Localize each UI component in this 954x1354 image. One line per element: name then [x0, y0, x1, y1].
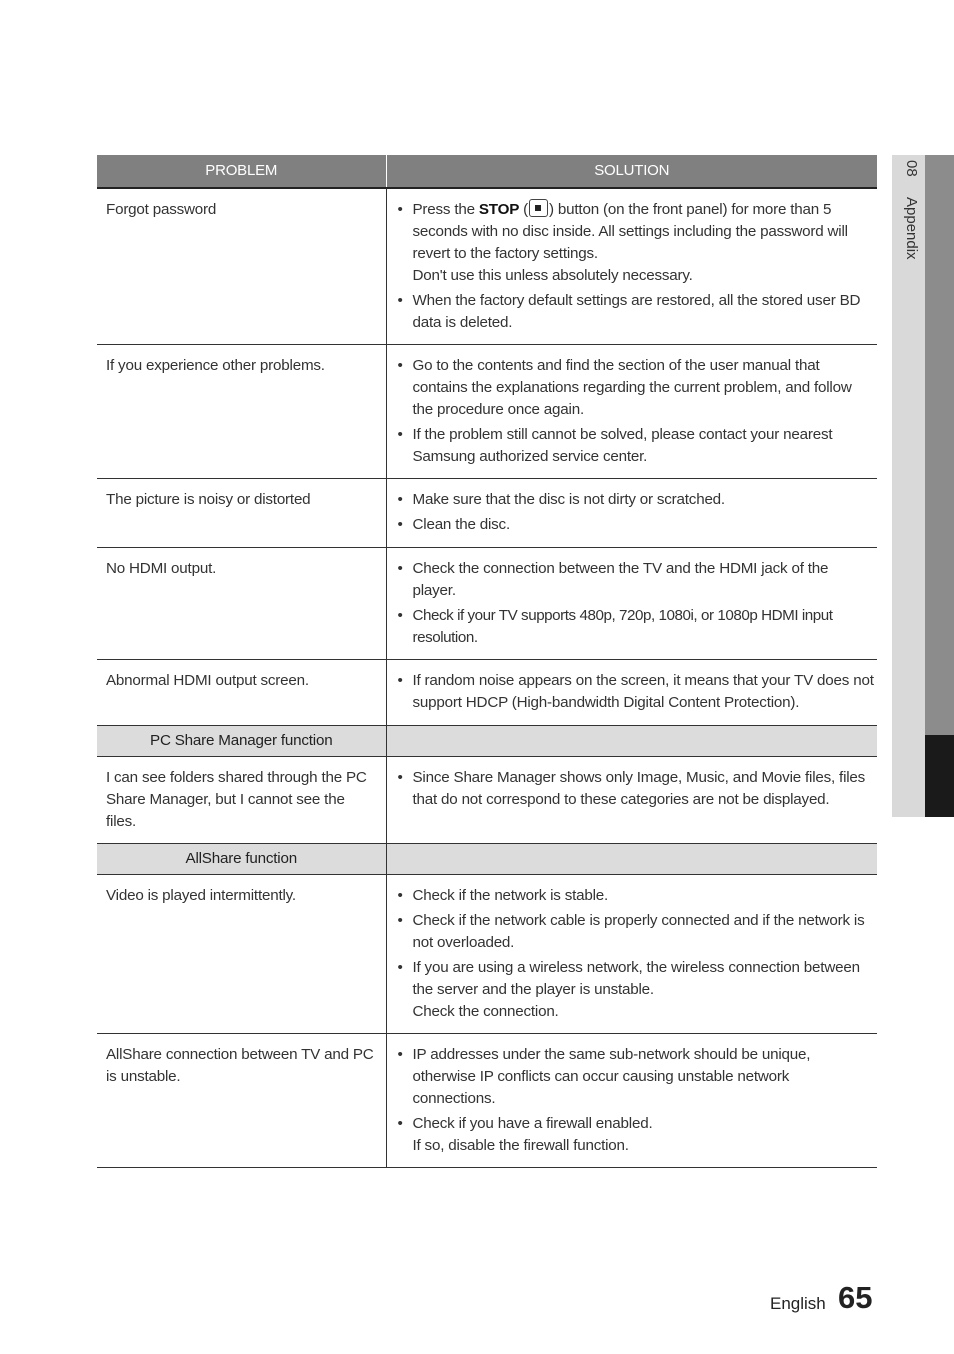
- problem-cell: Video is played intermittently.: [97, 875, 386, 1034]
- solution-cell: [386, 1034, 877, 1168]
- table-row: [97, 548, 877, 660]
- solution-cell: [386, 188, 877, 345]
- table-row: [97, 875, 877, 1034]
- table-row: [97, 188, 877, 345]
- page-number: 65: [838, 1280, 873, 1315]
- chapter-title: Appendix: [903, 196, 920, 260]
- solution-note: Don't use this unless absolutely necessary.: [412, 267, 693, 284]
- chapter-number: 08: [903, 160, 920, 177]
- solution-item: • When the factory default settings are restored, all the stored user BD data is deleted.: [396, 290, 876, 334]
- table-row: [97, 757, 877, 844]
- side-tab-gray-bar: [925, 155, 954, 735]
- solution-item: • Press the STOP ( ) button (on the front panel) for more than 5 seconds with no disc inside. All settings including the password will revert to the factory settings. Don't use this unless absolutely necessary.: [396, 199, 876, 287]
- table-row: [97, 1034, 877, 1168]
- problem-cell: The picture is noisy or distorted: [97, 479, 386, 548]
- solution-item: • Check if your TV supports 480p, 720p, 1080i, or 1080p HDMI input resolution.: [396, 605, 876, 649]
- header-solution: SOLUTION: [386, 155, 877, 188]
- solution-cell: [386, 345, 877, 479]
- table-row: [97, 345, 877, 479]
- solution-item: • If you are using a wireless network, the wireless connection between the server and the player is unstable. Check the connection.: [396, 957, 876, 1023]
- table-row: [97, 660, 877, 726]
- solution-item: • Check if you have a firewall enabled. If so, disable the firewall function.: [396, 1113, 876, 1157]
- problem-cell: If you experience other problems.: [97, 345, 386, 479]
- table-row: [97, 479, 877, 548]
- solution-cell: [386, 660, 877, 726]
- solution-item: • If random noise appears on the screen, it means that your TV does not support HDCP (High-bandwidth Digital Content Protection).: [396, 670, 876, 714]
- solution-item: • IP addresses under the same sub-network should be unique, otherwise IP conflicts can occur causing unstable network connections.: [396, 1044, 876, 1110]
- solution-item: • Check if the network is stable.: [396, 885, 876, 907]
- footer-language: English: [770, 1294, 826, 1313]
- problem-cell: Abnormal HDMI output screen.: [97, 660, 386, 726]
- problem-cell: AllShare connection between TV and PC is unstable.: [97, 1034, 386, 1168]
- solution-cell: [386, 757, 877, 844]
- problem-cell: Forgot password: [97, 188, 386, 345]
- solution-item: • Go to the contents and find the section of the user manual that contains the explanations regarding the current problem, and follow the procedure once again.: [396, 355, 876, 421]
- solution-item: • Check the connection between the TV and the HDMI jack of the player.: [396, 558, 876, 602]
- section-title: AllShare function: [97, 844, 386, 875]
- solution-cell: [386, 548, 877, 660]
- solution-item: • Clean the disc.: [396, 514, 876, 536]
- section-title: PC Share Manager function: [97, 726, 386, 757]
- problem-cell: No HDMI output.: [97, 548, 386, 660]
- solution-cell: [386, 875, 877, 1034]
- section-empty-cell: [386, 844, 877, 875]
- solution-item: • Since Share Manager shows only Image, Music, and Movie files, files that do not correspond to these categories are not be displayed.: [396, 767, 876, 811]
- solution-item: • Make sure that the disc is not dirty or scratched.: [396, 489, 876, 511]
- section-header-allshare: [97, 844, 877, 875]
- troubleshooting-table: [97, 155, 877, 1168]
- solution-item: • If the problem still cannot be solved, please contact your nearest Samsung authorized service center.: [396, 424, 876, 468]
- header-problem: PROBLEM: [97, 155, 386, 188]
- table-header-row: [97, 155, 877, 188]
- problem-cell: I can see folders shared through the PC Share Manager, but I cannot see the files.: [97, 757, 386, 844]
- stop-icon: [529, 199, 548, 217]
- section-header-pc-share-manager: [97, 726, 877, 757]
- stop-label: STOP: [478, 201, 520, 218]
- solution-note: If so, disable the firewall function.: [412, 1137, 629, 1154]
- solution-cell: [386, 479, 877, 548]
- side-tab-active-marker: [925, 735, 954, 817]
- section-empty-cell: [386, 726, 877, 757]
- solution-item: • Check if the network cable is properly connected and if the network is not overloaded.: [396, 910, 876, 954]
- solution-note: Check the connection.: [412, 1003, 559, 1020]
- side-tab-label: [896, 160, 920, 360]
